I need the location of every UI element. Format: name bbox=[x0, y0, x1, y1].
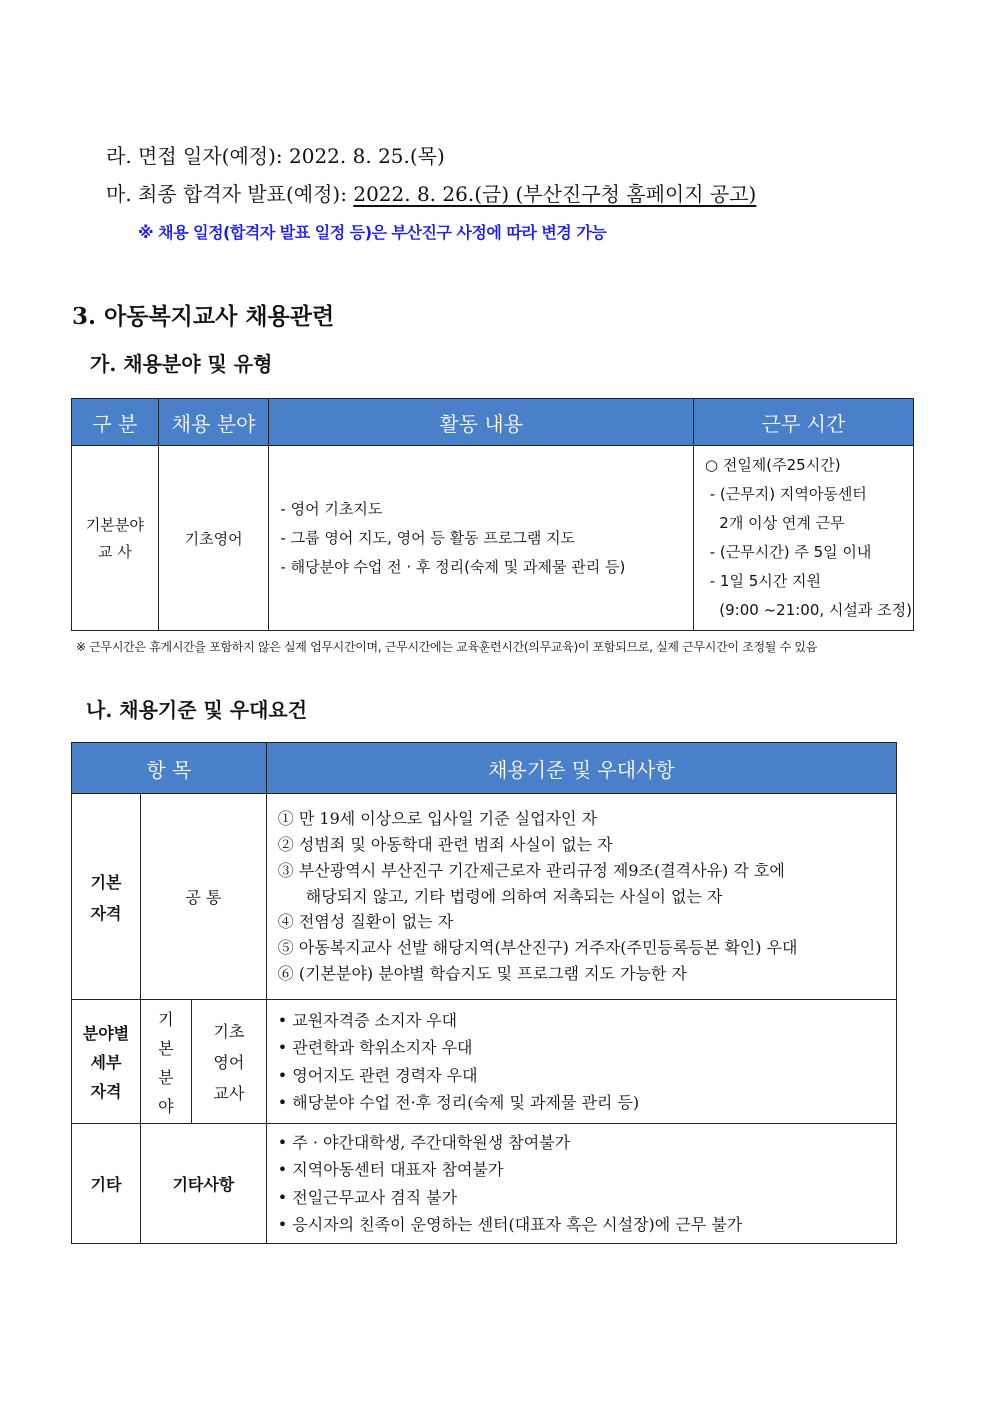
activity-item: - 해당분야 수업 전 · 후 정리(숙제 및 과제물 관리 등) bbox=[280, 557, 626, 576]
header-field: 채용 분야 bbox=[158, 399, 269, 446]
label-line: 자격 bbox=[90, 1082, 122, 1101]
activity-item: - 그룹 영어 지도, 영어 등 활동 프로그램 지도 bbox=[280, 528, 576, 547]
criteria-item: • 지역아동센터 대표자 참여불가 bbox=[277, 1160, 504, 1179]
criteria-item: • 전일근무교사 겸직 불가 bbox=[277, 1187, 458, 1207]
etc-label: 기타 bbox=[72, 1124, 141, 1244]
field-qualification-label bbox=[72, 1000, 141, 1124]
label-line: 세부 bbox=[90, 1053, 122, 1072]
activities-cell bbox=[269, 446, 694, 631]
subsection-a-title: 가. 채용분야 및 유형 bbox=[90, 352, 273, 376]
header-criteria: 채용기준 및 우대사항 bbox=[266, 743, 896, 794]
category-cell bbox=[72, 446, 159, 631]
hours-item: - 1일 5시간 지원 bbox=[704, 572, 821, 590]
header-category: 구 분 bbox=[72, 399, 159, 446]
criteria-item: ⑥ (기본분야) 분야별 학습지도 및 프로그램 지도 가능한 자 bbox=[277, 963, 687, 983]
label-line: 영어 bbox=[213, 1053, 245, 1072]
label-line: 자격 bbox=[90, 903, 122, 923]
criteria-table bbox=[71, 742, 897, 1244]
field-criteria-cell bbox=[266, 1000, 896, 1124]
header-work-hours: 근무 시간 bbox=[693, 399, 913, 446]
header-item: 항 목 bbox=[72, 743, 267, 794]
label-line: 본 bbox=[158, 1038, 174, 1058]
table-header-row bbox=[72, 399, 914, 446]
hours-item: - (근무지) 지역아동센터 bbox=[704, 485, 867, 503]
activity-item: - 영어 기초지도 bbox=[280, 499, 383, 518]
hours-item: ○ 전일제(주25시간) bbox=[704, 456, 841, 474]
criteria-item: ① 만 19세 이상으로 입사일 기준 실업자인 자 bbox=[277, 809, 598, 829]
label-line: 분 bbox=[158, 1067, 174, 1087]
criteria-item: • 응시자의 친족이 운영하는 센터(대표자 혹은 시설장)에 근무 불가 bbox=[277, 1215, 743, 1234]
basic-qualification-label bbox=[72, 794, 141, 1000]
subsection-b-title: 나. 채용기준 및 우대요건 bbox=[86, 698, 308, 722]
basic-field-label bbox=[140, 1000, 191, 1124]
category-line: 기본분야 bbox=[85, 516, 144, 534]
table-header-row bbox=[72, 743, 897, 794]
criteria-item: ⑤ 아동복지교사 선발 해당지역(부산진구) 거주자(주민등록등본 확인) 우대 bbox=[277, 938, 798, 958]
field-cell: 기초영어 bbox=[158, 446, 269, 631]
criteria-item: • 교원자격증 소지자 우대 bbox=[277, 1010, 458, 1030]
criteria-item: 해당되지 않고, 기타 법령에 의하여 저촉되는 사실이 없는 자 bbox=[305, 886, 723, 906]
interview-date-line: 라. 면접 일자(예정): 2022. 8. 25.(목) bbox=[106, 144, 445, 168]
schedule-change-notice: ※ 채용 일정(합격자 발표 일정 등)은 부산진구 사정에 따라 변경 가능 bbox=[138, 223, 607, 242]
criteria-item: • 해당분야 수업 전·후 정리(숙제 및 과제물 관리 등) bbox=[277, 1093, 640, 1112]
label-line: 교사 bbox=[213, 1084, 245, 1103]
header-activities: 활동 내용 bbox=[269, 399, 694, 446]
label-line: 기 bbox=[158, 1009, 174, 1029]
common-label: 공 통 bbox=[140, 794, 266, 1000]
label-line: 분야별 bbox=[82, 1024, 130, 1043]
label-line: 야 bbox=[158, 1096, 174, 1116]
work-hours-footnote: ※ 근무시간은 휴게시간을 포함하지 않은 실제 업무시간이며, 근무시간에는 교육훈련시간(의무교육)이 포함되므로, 실제 근무시간이 조정될 수 있음 bbox=[76, 640, 817, 654]
hours-item: (9:00 ~21:00, 시설과 조정) bbox=[704, 601, 912, 619]
work-hours-cell bbox=[693, 446, 913, 631]
label-line: 기본 bbox=[90, 872, 122, 892]
table-row bbox=[72, 1000, 897, 1124]
criteria-item: ② 성범죄 및 아동학대 관련 범죄 사실이 없는 자 bbox=[277, 835, 613, 854]
recruitment-field-table bbox=[71, 398, 914, 631]
category-line: 교 사 bbox=[98, 543, 132, 561]
table-row bbox=[72, 1124, 897, 1244]
english-teacher-label bbox=[191, 1000, 266, 1124]
hours-item: - (근무시간) 주 5일 이내 bbox=[704, 543, 872, 561]
criteria-item: • 영어지도 관련 경력자 우대 bbox=[277, 1065, 478, 1085]
criteria-item: ④ 전염성 질환이 없는 자 bbox=[277, 912, 454, 932]
final-announcement-line bbox=[106, 178, 756, 207]
table-row bbox=[72, 794, 897, 1000]
etc-criteria-cell bbox=[266, 1124, 896, 1244]
etc-sub-label: 기타사항 bbox=[140, 1124, 266, 1244]
final-announcement-date: 2022. 8. 26.(금) (부산진구청 홈페이지 공고) bbox=[353, 182, 757, 206]
hours-item: 2개 이상 연계 근무 bbox=[704, 514, 845, 532]
common-criteria-cell bbox=[266, 794, 896, 1000]
final-announcement-prefix: 마. 최종 합격자 발표(예정): bbox=[106, 182, 354, 206]
criteria-item: • 주 · 야간대학생, 주간대학원생 참여불가 bbox=[277, 1132, 571, 1152]
criteria-item: ③ 부산광역시 부산진구 기간제근로자 관리규정 제9조(결격사유) 각 호에 bbox=[277, 860, 785, 880]
table-row bbox=[72, 446, 914, 631]
label-line: 기초 bbox=[213, 1022, 245, 1041]
section-title: 3. 아동복지교사 채용관련 bbox=[72, 303, 335, 330]
criteria-item: • 관련학과 학위소지자 우대 bbox=[277, 1038, 473, 1057]
